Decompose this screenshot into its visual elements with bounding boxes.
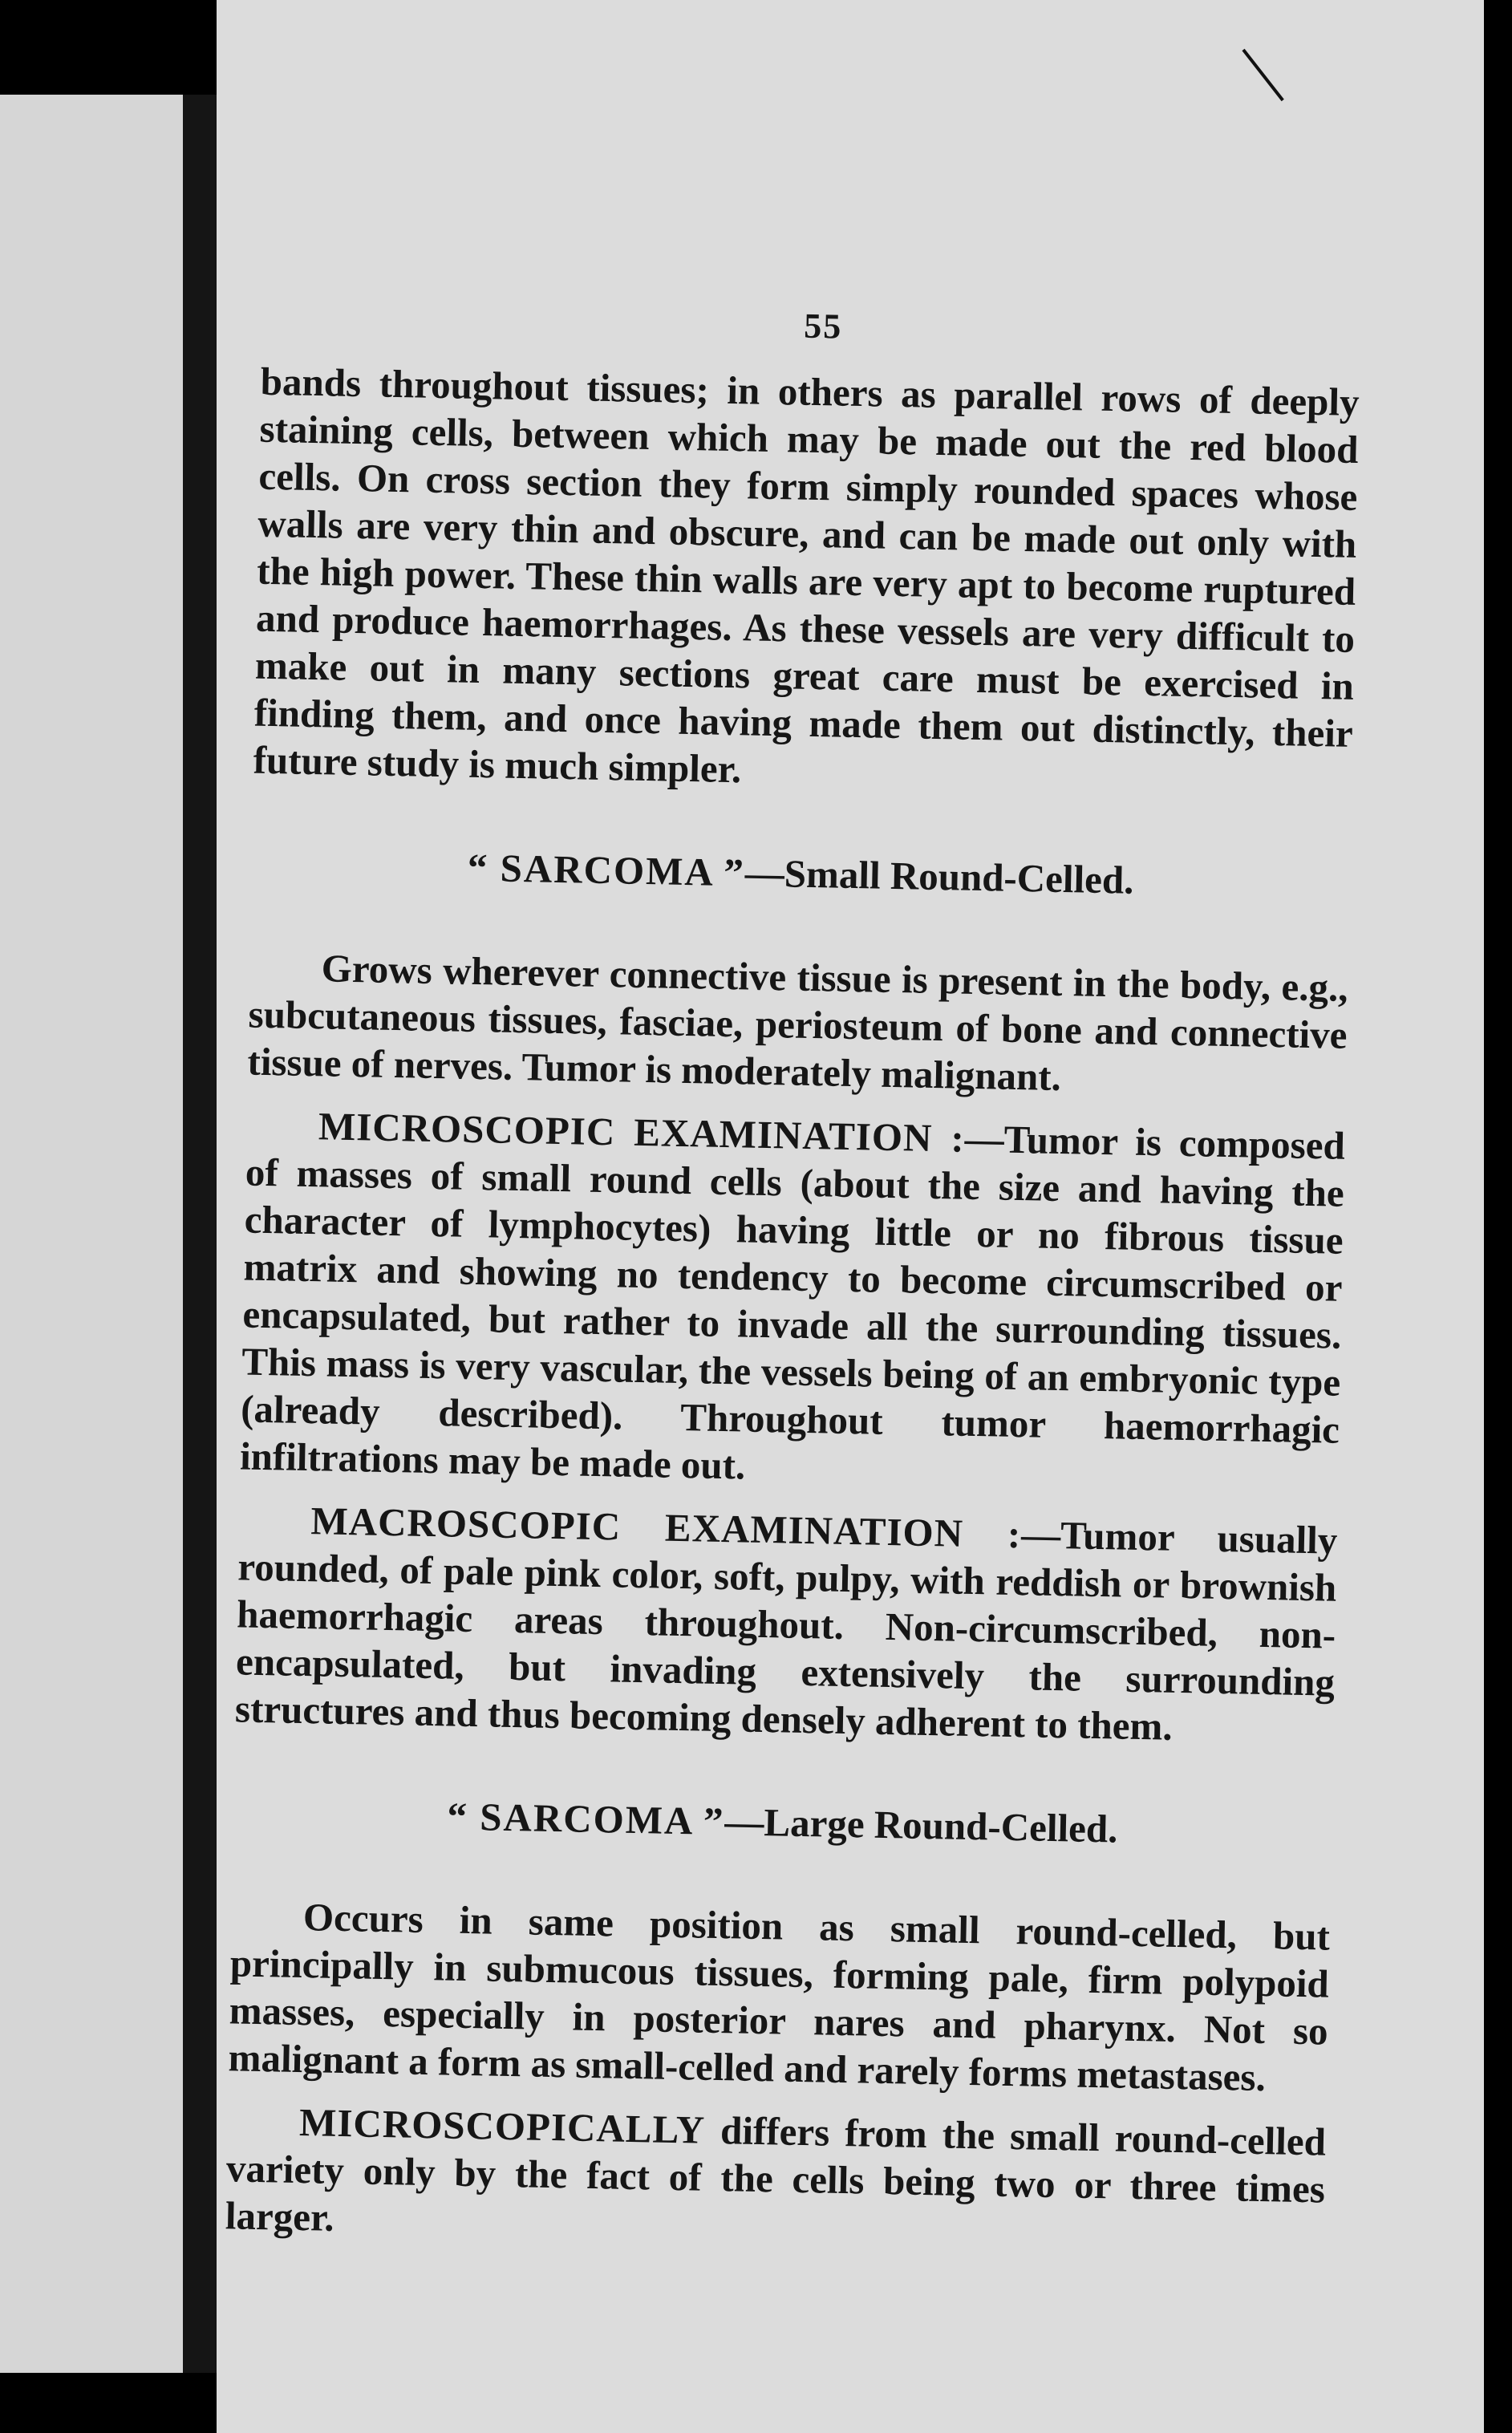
page-content: [193, 0, 1507, 2433]
book-page: [217, 0, 1484, 2433]
section-heading-small-round-celled: [251, 840, 1351, 908]
microscopically-label: MICROSCOPICALLY: [298, 2100, 706, 2152]
paragraph-grows: Grows wherever connective tissue is present in the body, e.g., subcutaneous tissues, fasciae, periosteum of bone and connective tissue of nerves. Tumor is moderately malignant.: [247, 946, 1349, 1100]
facing-page-edge: [0, 95, 193, 2373]
heading-subtitle: —Large Round-Celled.: [724, 1799, 1118, 1851]
heading-title: “ SARCOMA ”: [447, 1794, 726, 1844]
microscopic-label: MICROSCOPIC EXAMINATION :: [318, 1104, 966, 1161]
paragraph-microscopically: [225, 2097, 1326, 2260]
paragraph-vessels: bands throughout tissues; in others as parallel rows of deeply staining cells, between which may be made out the red blood cells. On cross section they form simply rounded spaces whose walls are very thin and obscure, and can be made out only with the high power. These thin walls are very apt to become ruptured and produce haemorrhages. As these vessels are very difficult to make out in many sections great care must be exercised in finding them, and once having made them out distinctly, their future study is much simpler.: [253, 359, 1360, 792]
heading-subtitle: —Small Round-Celled.: [744, 850, 1134, 902]
heading-title: “ SARCOMA ”: [467, 845, 746, 895]
macroscopic-label: MACROSCOPIC EXAMINATION :: [310, 1498, 1022, 1557]
paragraph-macroscopic: [235, 1495, 1338, 1753]
body-text: [225, 358, 1360, 2277]
microscopically-text: differs from the small round-celled variety only by the fact of the cells being two or three times larger.: [225, 2107, 1327, 2240]
paragraph-occurs: Occurs in same position as small round-celled, but principally in submucous tissues, forming pale, firm polypoid masses, especially in posterior nares and pharynx. Not so malignant a form as small-celled and rarely forms metastases.: [228, 1895, 1331, 2100]
microscopic-text: —Tumor is composed of masses of small round cells (about the size and having the character of lymphocytes) having little or no fibrous tissue matrix and showing no tendency to become circumscribed or encapsulated, but rather to invade all the surrounding tissues. This mass is very vascular, the vessels being of an embryonic type (already described). Throughout tumor haemorrhagic infiltrations may be made out.: [239, 1116, 1346, 1488]
macroscopic-text: —Tumor usually rounded, of pale pink color, soft, pulpy, with reddish or brownish haemorrhagic areas throughout. Non-circumscribed, non-encapsulated, but invading extensively the surrounding structures and thus becoming densely adherent to them.: [234, 1512, 1338, 1749]
paragraph-microscopic: [240, 1101, 1346, 1501]
section-heading-large-round-celled: [233, 1788, 1332, 1856]
page-number: 55: [803, 306, 843, 347]
